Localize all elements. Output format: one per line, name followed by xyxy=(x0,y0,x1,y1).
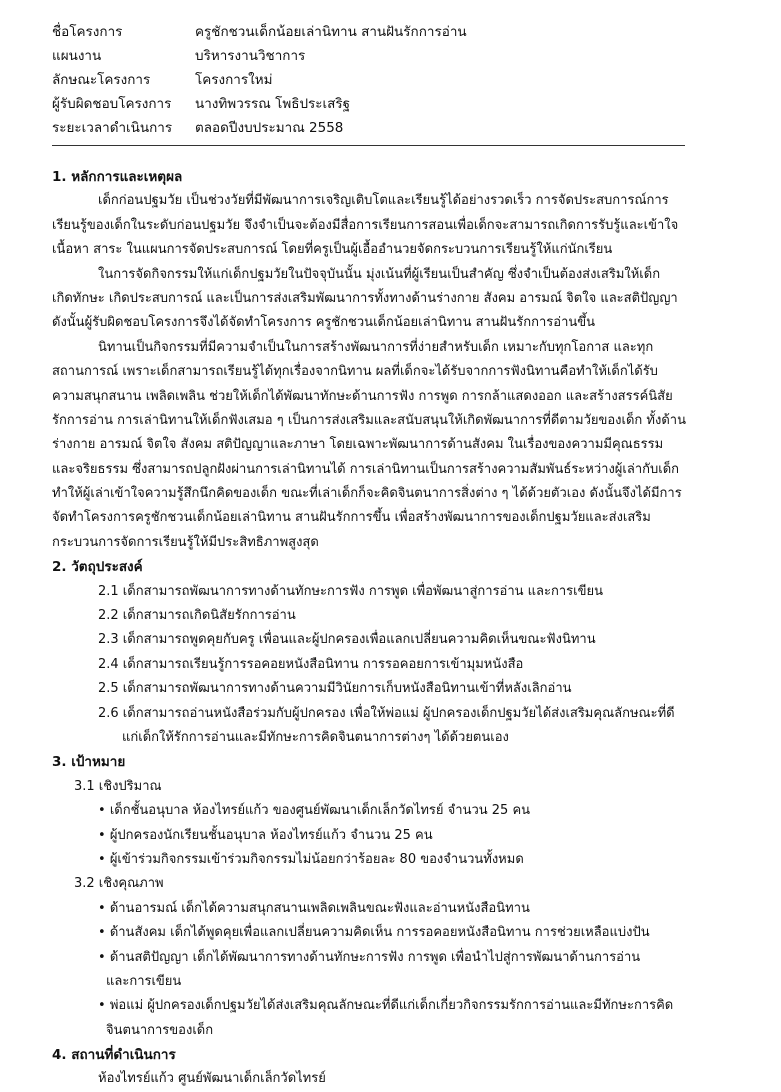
objective-item: 2.4 เด็กสามารถเรียนรู้การรอคอยหนังสือนิทาน การรอคอยการเข้ามุมหนังสือ xyxy=(98,656,524,672)
info-row-name xyxy=(52,20,467,44)
paragraph-line: ความสนุกสนาน เพลิดเพลิน ช่วยให้เด็กได้พัฒนาทักษะด้านการฟัง การพูด การกล้าแสดงออก และสร้างสรรค์นิสัย xyxy=(52,388,673,404)
objective-item: 2.6 เด็กสามารถอ่านหนังสือร่วมกับผู้ปกครอง เพื่อให้พ่อแม่ ผู้ปกครองเด็กปฐมวัยได้ส่งเสริมคุณลักษณะที่ดี xyxy=(98,705,675,721)
info-label: ลักษณะโครงการ xyxy=(52,72,151,88)
section-heading-location: 4. สถานที่ดำเนินการ xyxy=(52,1047,176,1064)
section-heading-objectives: 2. วัตถุประสงค์ xyxy=(52,559,143,576)
paragraph-line: และจริยธรรม ซึ่งสามารถปลูกฝังผ่านการเล่านิทานได้ การเล่านิทานเป็นการสร้างความสัมพันธ์ระหว่างผู้เล่ากับเด็ก xyxy=(52,461,680,477)
paragraph-line: ในการจัดกิจกรรมให้แก่เด็กปฐมวัยในปัจจุบันนั้น มุ่งเน้นที่ผู้เรียนเป็นสำคัญ ซึ่งจำเป็นต้องส่งเสริมให้เด็ก xyxy=(98,266,661,282)
info-value: ครูชักชวนเด็กน้อยเล่านิทาน สานฝันรักการอ่าน xyxy=(195,24,467,40)
target-bullet: • ด้านอารมณ์ เด็กได้ความสนุกสนานเพลิดเพลินขณะฟังและอ่านหนังสือนิทาน xyxy=(52,897,752,921)
document-body xyxy=(52,165,752,1092)
header-divider xyxy=(52,145,685,146)
info-value: ตลอดปีงบประมาณ 2558 xyxy=(195,120,344,136)
paragraph-line: ทำให้ผู้เล่าเข้าใจความรู้สึกนึกคิดของเด็ก ขณะที่เล่าเด็กก็จะคิดจินตนาการสิ่งต่าง ๆ ได้ด้วยตัวเอง ดังนั้นจึงได้มีการ xyxy=(52,486,682,502)
paragraph-line: กระบวนการจัดการเรียนรู้ให้มีประสิทธิภาพสูงสุด xyxy=(52,534,319,550)
target-bullet-continuation: จินตนาการของเด็ก xyxy=(106,1022,214,1038)
section-heading-rationale: 1. หลักการและเหตุผล xyxy=(52,169,183,185)
paragraph-line: รักการอ่าน การเล่านิทานให้เด็กฟังเสมอ ๆ เป็นการส่งเสริมและสนับสนุนให้เกิดพัฒนาการที่ดีตามวัยของเด็ก ทั้งด้าน xyxy=(52,412,686,428)
target-bullet: • ด้านสติปัญญา เด็กได้พัฒนาการทางด้านทักษะการฟัง การพูด เพื่อนำไปสู่การพัฒนาด้านการอ่าน xyxy=(52,946,752,970)
info-row-type xyxy=(52,68,467,92)
paragraph-line: ร่างกาย อารมณ์ จิตใจ สังคม สติปัญญาและภาษา โดยเฉพาะพัฒนาการด้านสังคม ในเรื่องของความมีคุณธรรม xyxy=(52,437,664,453)
info-value: โครงการใหม่ xyxy=(195,72,273,88)
info-row-owner xyxy=(52,92,467,116)
project-info xyxy=(52,20,467,140)
paragraph-line: สถานการณ์ เพราะเด็กสามารถเรียนรู้ได้ทุกเรื่องจากนิทาน ผลที่เด็กจะได้รับจากการฟังนิทานคือทำให้เด็กได้รับ xyxy=(52,364,658,380)
info-label: แผนงาน xyxy=(52,48,102,64)
info-label: ระยะเวลาดำเนินการ xyxy=(52,120,173,136)
info-value: นางทิพวรรณ โพธิประเสริฐ xyxy=(195,96,351,112)
info-row-duration xyxy=(52,116,467,140)
info-label: ผู้รับผิดชอบโครงการ xyxy=(52,96,172,112)
paragraph-line: เกิดทักษะ เกิดประสบการณ์ และเป็นการส่งเสริมพัฒนาการทั้งทางด้านร่างกาย สังคม อารมณ์ จิตใจ และสติปัญญา xyxy=(52,290,678,306)
paragraph-line: ดังนั้นผู้รับผิดชอบโครงการจึงได้จัดทำโครงการ ครูชักชวนเด็กน้อยเล่านิทาน สานฝันรักการอ่านขึ้น xyxy=(52,315,596,331)
target-bullet-continuation: และการเขียน xyxy=(106,973,182,989)
info-row-plan xyxy=(52,44,467,68)
objective-item: 2.2 เด็กสามารถเกิดนิสัยรักการอ่าน xyxy=(98,608,296,624)
target-bullet: • ด้านสังคม เด็กได้พูดคุยเพื่อแลกเปลี่ยนความคิดเห็น การรอคอยหนังสือนิทาน การช่วยเหลือแบ่งปัน xyxy=(52,921,752,945)
paragraph-line: นิทานเป็นกิจกรรมที่มีความจำเป็นในการสร้างพัฒนาการที่ง่ายสำหรับเด็ก เหมาะกับทุกโอกาส และทุก xyxy=(98,339,654,355)
target-bullet: • พ่อแม่ ผู้ปกครองเด็กปฐมวัยได้ส่งเสริมคุณลักษณะที่ดีแก่เด็กเกี่ยวกิจกรรมรักการอ่านและมีทักษะการคิด xyxy=(52,994,752,1018)
target-bullet: • ผู้ปกครองนักเรียนชั้นอนุบาล ห้องไทรย์แก้ว จำนวน 25 คน xyxy=(52,824,752,848)
objective-item: 2.1 เด็กสามารถพัฒนาการทางด้านทักษะการฟัง การพูด เพื่อพัฒนาสู่การอ่าน และการเขียน xyxy=(98,583,603,599)
subsection-title-quantitative: 3.1 เชิงปริมาณ xyxy=(74,778,162,794)
objective-item-continuation: แก่เด็กให้รักการอ่านและมีทักษะการคิดจินตนาการต่างๆ ได้ด้วยตนเอง xyxy=(122,729,509,745)
subsection-title-qualitative: 3.2 เชิงคุณภาพ xyxy=(74,876,164,892)
paragraph-line: เนื้อหา สาระ ในแผนการจัดประสบการณ์ โดยที่ครูเป็นผู้เอื้ออำนวยจัดกระบวนการเรียนรู้ให้แก่นักเรียน xyxy=(52,242,613,258)
paragraph-line: จัดทำโครงการครูชักชวนเด็กน้อยเล่านิทาน สานฝันรักการขึ้น เพื่อสร้างพัฒนาการของเด็กปฐมวัยและส่งเสริม xyxy=(52,510,651,526)
paragraph-line: เด็กก่อนปฐมวัย เป็นช่วงวัยที่มีพัฒนาการเจริญเติบโตและเรียนรู้ได้อย่างรวดเร็ว การจัดประสบการณ์การ xyxy=(98,193,669,209)
target-bullet: • ผู้เข้าร่วมกิจกรรมเข้าร่วมกิจกรรมไม่น้อยกว่าร้อยละ 80 ของจำนวนทั้งหมด xyxy=(52,848,752,872)
info-value: บริหารงานวิชาการ xyxy=(195,48,306,64)
target-bullet: • เด็กชั้นอนุบาล ห้องไทรย์แก้ว ของศูนย์พัฒนาเด็กเล็กวัดไทรย์ จำนวน 25 คน xyxy=(52,799,752,823)
paragraph-line: เรียนรู้ของเด็กในระดับก่อนปฐมวัย จึงจำเป็นจะต้องมีสื่อการเรียนการสอนเพื่อเด็กจะสามารถเกิดการรับรู้และเข้าใจ xyxy=(52,217,679,233)
objective-item: 2.3 เด็กสามารถพูดคุยกับครู เพื่อนและผู้ปกครองเพื่อแลกเปลี่ยนความคิดเห็นขณะฟังนิทาน xyxy=(98,632,596,648)
objective-item: 2.5 เด็กสามารถพัฒนาการทางด้านความมีวินัยการเก็บหนังสือนิทานเข้าที่หลังเลิกอ่าน xyxy=(98,681,572,697)
info-label: ชื่อโครงการ xyxy=(52,24,123,40)
location-text: ห้องไทรย์แก้ว ศูนย์พัฒนาเด็กเล็กวัดไทรย์ xyxy=(98,1071,326,1087)
section-heading-targets: 3. เป้าหมาย xyxy=(52,754,126,771)
